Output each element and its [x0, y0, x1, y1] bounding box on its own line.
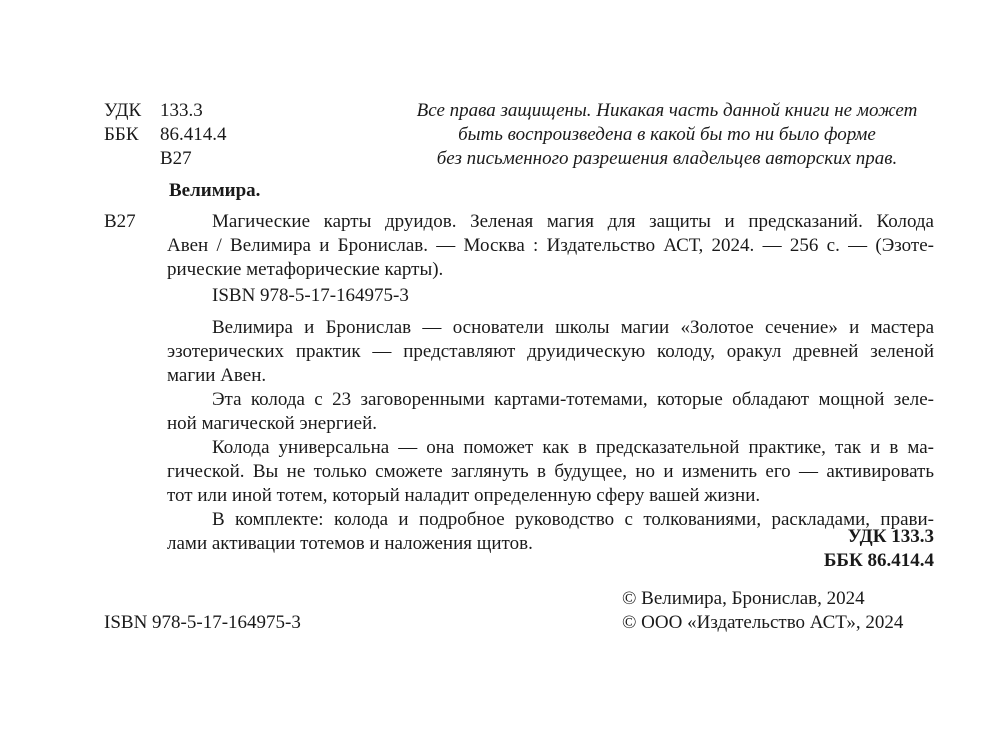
- rights-line-2: быть воспроизведена в какой бы то ни было форме: [458, 124, 876, 145]
- udk-label: УДК: [104, 100, 142, 121]
- annotation-p3-line-1: Колода универсальна — она поможет как в предсказательной практике, так и в ма-: [212, 437, 934, 458]
- annotation-p2-line-1: Эта колода с 23 заговоренными картами-тотемами, которые обладают мощной зеле-: [212, 389, 934, 410]
- bbk-label: ББК: [104, 124, 139, 145]
- rights-line-3: без письменного разрешения владельцев авторских прав.: [436, 148, 898, 169]
- rights-notice: [380, 99, 954, 171]
- record-line-3: рические метафорические карты).: [167, 259, 444, 280]
- copyright-block: [622, 587, 903, 635]
- isbn-footer: ISBN 978-5-17-164975-3: [104, 612, 301, 633]
- annotation-p3-line-3: тот или иной тотем, который наладит определенную сферу вашей жизни.: [167, 485, 761, 506]
- classification-summary: [700, 525, 934, 573]
- bbk-row: [104, 123, 304, 147]
- annotation-p3-line-2: гической. Вы не только сможете заглянуть в будущее, но и изменить его — активировать: [167, 461, 934, 482]
- annotation-p1-line-2: эзотерических практик — представляют друидическую колоду, оракул древней зеленой: [167, 341, 934, 362]
- isbn-record: ISBN 978-5-17-164975-3: [212, 285, 409, 306]
- copyright-authors: © Велимира, Бронислав, 2024: [622, 588, 865, 609]
- udk-summary: УДК 133.3: [847, 526, 934, 547]
- classification-block: [104, 99, 304, 171]
- udk-value: 133.3: [160, 100, 203, 121]
- author-mark-row: [104, 147, 304, 171]
- record-line-2: Авен / Велимира и Бронислав. — Москва : Издательство АСТ, 2024. — 256 с. — (Эзоте-: [167, 235, 934, 256]
- record-body: [167, 210, 934, 282]
- record-code: В27: [104, 211, 136, 232]
- annotation: [167, 316, 934, 556]
- rights-line-1: Все права защищены. Никакая часть данной книги не может: [416, 100, 918, 121]
- annotation-p1-line-1: Велимира и Бронислав — основатели школы магии «Золотое сечение» и мастера: [212, 317, 934, 338]
- author-mark: В27: [160, 148, 192, 169]
- annotation-p1-line-3: магии Авен.: [167, 365, 267, 386]
- annotation-p4-line-2: лами активации тотемов и наложения щитов.: [167, 533, 533, 554]
- copyright-publisher: © ООО «Издательство АСТ», 2024: [622, 612, 904, 633]
- record-line-1: Магические карты друидов. Зеленая магия для защиты и предсказаний. Колода: [212, 211, 934, 232]
- annotation-p4-line-1: В комплекте: колода и подробное руководство с толкованиями, раскладами, прави-: [212, 509, 934, 530]
- udk-row: [104, 99, 304, 123]
- bibliographic-record: [104, 210, 934, 282]
- author-heading: Велимира.: [169, 180, 261, 201]
- annotation-p2-line-2: ной магической энергией.: [167, 413, 378, 434]
- bbk-summary: ББК 86.414.4: [823, 550, 934, 571]
- bbk-value: 86.414.4: [160, 124, 227, 145]
